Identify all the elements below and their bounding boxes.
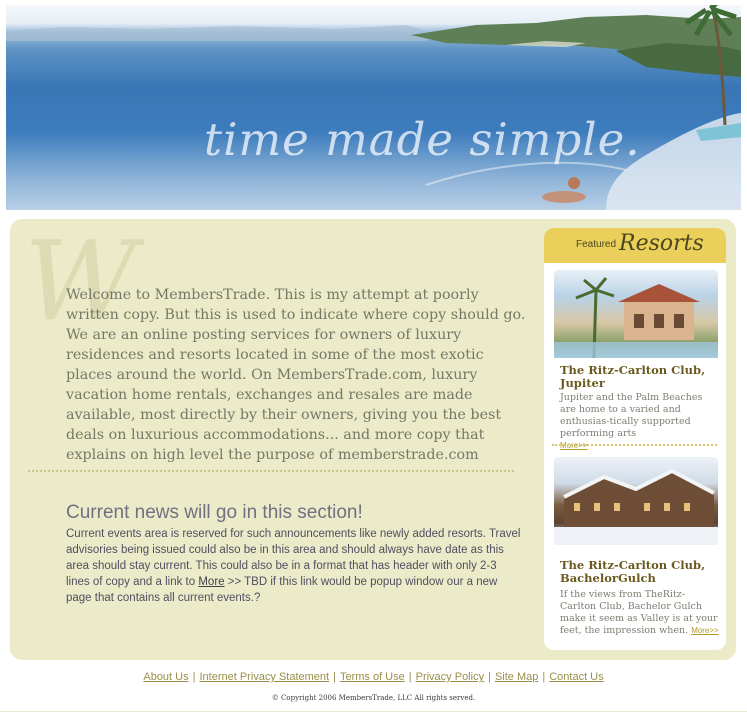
footer-nav	[0, 671, 747, 683]
news-heading: Current news will go in this section!	[66, 502, 363, 523]
resort-photo-jupiter[interactable]	[554, 270, 718, 358]
featured-label: Featured	[576, 239, 617, 250]
footer-link-contact[interactable]: Contact Us	[549, 671, 604, 683]
footer-separator: |	[408, 671, 412, 683]
resort-more-link[interactable]: More>>	[560, 441, 588, 450]
news-more-link[interactable]: More	[198, 576, 225, 588]
villa-illustration	[554, 270, 718, 358]
footer-separator: |	[333, 671, 336, 683]
footer-link-terms[interactable]: Terms of Use	[339, 671, 405, 683]
hero-banner	[6, 5, 741, 210]
lodge-illustration	[554, 457, 718, 545]
resort-more-link[interactable]: More>>	[691, 626, 719, 635]
footer-link-privacy-policy[interactable]: Privacy Policy	[415, 671, 485, 683]
ocean-scene-illustration	[6, 5, 741, 210]
footer-link-internet-privacy[interactable]: Internet Privacy Statement	[199, 671, 330, 683]
footer-separator: |	[192, 671, 196, 683]
decorative-drop-letter: W	[24, 217, 138, 345]
resort-description-jupiter	[560, 392, 720, 452]
footer-separator: |	[542, 671, 546, 683]
resort-name-bachelor-gulch[interactable]: The Ritz-Carlton Club, BachelorGulch	[560, 558, 706, 585]
resort-description-text: Jupiter and the Palm Beaches are home to a varied and enthusias-tically supported performing arts	[560, 392, 703, 439]
news-text-before-link: Current events area is reserved for such announcements like newly added resorts. Travel advisories being issued could also be in this area and should always have date as this area should stay current. This could also be in a format that has header with only 2-3 lines of copy and a link to	[66, 528, 521, 588]
resorts-script-label: Resorts	[619, 231, 704, 256]
footer-link-about[interactable]: About Us	[143, 671, 189, 683]
news-body	[66, 526, 522, 606]
banner-tagline: time made simple.	[204, 113, 641, 166]
resort-description-bachelor-gulch	[560, 589, 720, 637]
footer-link-site-map[interactable]: Site Map	[494, 671, 539, 683]
news-text-after-link: >> TBD if this link would be popup window our a new page that contains all current events.?	[66, 576, 498, 604]
copyright-notice: © Copyright 2006 MembersTrade, LLC All rights served.	[271, 694, 476, 702]
featured-resorts-panel	[544, 228, 726, 650]
page-bottom-border	[0, 711, 747, 712]
featured-resorts-header	[544, 228, 726, 263]
footer-separator: |	[488, 671, 491, 683]
sidebar-divider	[552, 444, 717, 446]
welcome-text: Welcome to MembersTrade. This is my attempt at poorly written copy. But this is used to indicate where copy should go. We are an online posting services for owners of luxury residences and resorts located in some of the most exotic places around the world. On MembersTrade.com, luxury vacation home rentals, exchanges and resales are made available, most directly by their owners, giving you the best deals on luxurious accommodations... and more copy that explains on high level the purpose of memberstrade.com	[66, 287, 526, 463]
resort-photo-bachelor-gulch[interactable]	[554, 457, 718, 545]
resort-description-text: If the views from TheRitz-Carlton Club, Bachelor Gulch make it seem as Valley is at your feet, the impression when.	[560, 589, 718, 636]
resort-name-jupiter[interactable]: The Ritz-Carlton Club, Jupiter	[560, 363, 706, 390]
section-divider	[28, 470, 514, 472]
